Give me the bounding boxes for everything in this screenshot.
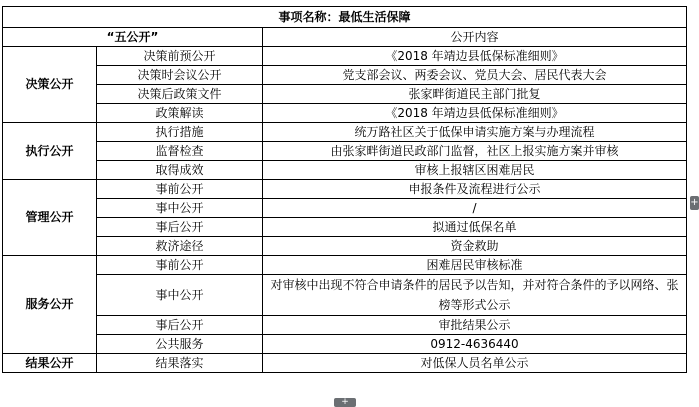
item-cell: 决策前预公开 — [97, 47, 263, 66]
content-cell: 资金救助 — [263, 237, 687, 256]
item-cell: 监督检查 — [97, 142, 263, 161]
content-cell: / — [263, 199, 687, 218]
content-cell: 对低保人员名单公示 — [263, 354, 687, 373]
table-title: 事项名称：最低生活保障 — [3, 7, 687, 28]
content-cell: 由张家畔街道民政部门监督，社区上报实施方案并审核 — [263, 142, 687, 161]
item-cell: 事中公开 — [97, 199, 263, 218]
item-cell: 事后公开 — [97, 316, 263, 335]
add-row-handle[interactable]: + — [334, 398, 356, 407]
category-service: 服务公开 — [3, 256, 97, 354]
item-cell: 决策时会议公开 — [97, 66, 263, 85]
item-cell: 救济途径 — [97, 237, 263, 256]
item-cell: 事前公开 — [97, 180, 263, 199]
disclosure-table — [2, 6, 687, 373]
category-result: 结果公开 — [3, 354, 97, 373]
content-cell: 张家畔街道民主部门批复 — [263, 85, 687, 104]
item-cell: 执行措施 — [97, 123, 263, 142]
content-cell: 审核上报辖区困难居民 — [263, 161, 687, 180]
item-cell: 事后公开 — [97, 218, 263, 237]
content-cell: 《2018 年靖边县低保标准细则》 — [263, 104, 687, 123]
item-cell: 政策解读 — [97, 104, 263, 123]
item-cell: 公共服务 — [97, 335, 263, 354]
item-cell: 决策后政策文件 — [97, 85, 263, 104]
content-cell: 拟通过低保名单 — [263, 218, 687, 237]
content-cell: 0912-4636440 — [263, 335, 687, 354]
content-cell: 审批结果公示 — [263, 316, 687, 335]
content-cell: 困难居民审核标准 — [263, 256, 687, 275]
item-cell: 事前公开 — [97, 256, 263, 275]
item-cell: 取得成效 — [97, 161, 263, 180]
item-cell: 结果落实 — [97, 354, 263, 373]
content-cell: 统万路社区关于低保申请实施方案与办理流程 — [263, 123, 687, 142]
category-execution: 执行公开 — [3, 123, 97, 180]
category-decision: 决策公开 — [3, 47, 97, 123]
content-cell: 申报条件及流程进行公示 — [263, 180, 687, 199]
item-cell: 事中公开 — [97, 275, 263, 316]
category-management: 管理公开 — [3, 180, 97, 256]
content-cell: 对审核中出现不符合申请条件的居民予以告知，并对符合条件的予以网络、张榜等形式公示 — [263, 275, 687, 316]
content-cell: 《2018 年靖边县低保标准细则》 — [263, 47, 687, 66]
header-five-disclosures: “五公开” — [3, 28, 263, 47]
content-cell: 党支部会议、两委会议、党员大会、居民代表大会 — [263, 66, 687, 85]
add-column-handle[interactable]: + — [690, 197, 699, 208]
document-table-wrapper — [2, 6, 686, 373]
header-content: 公开内容 — [263, 28, 687, 47]
